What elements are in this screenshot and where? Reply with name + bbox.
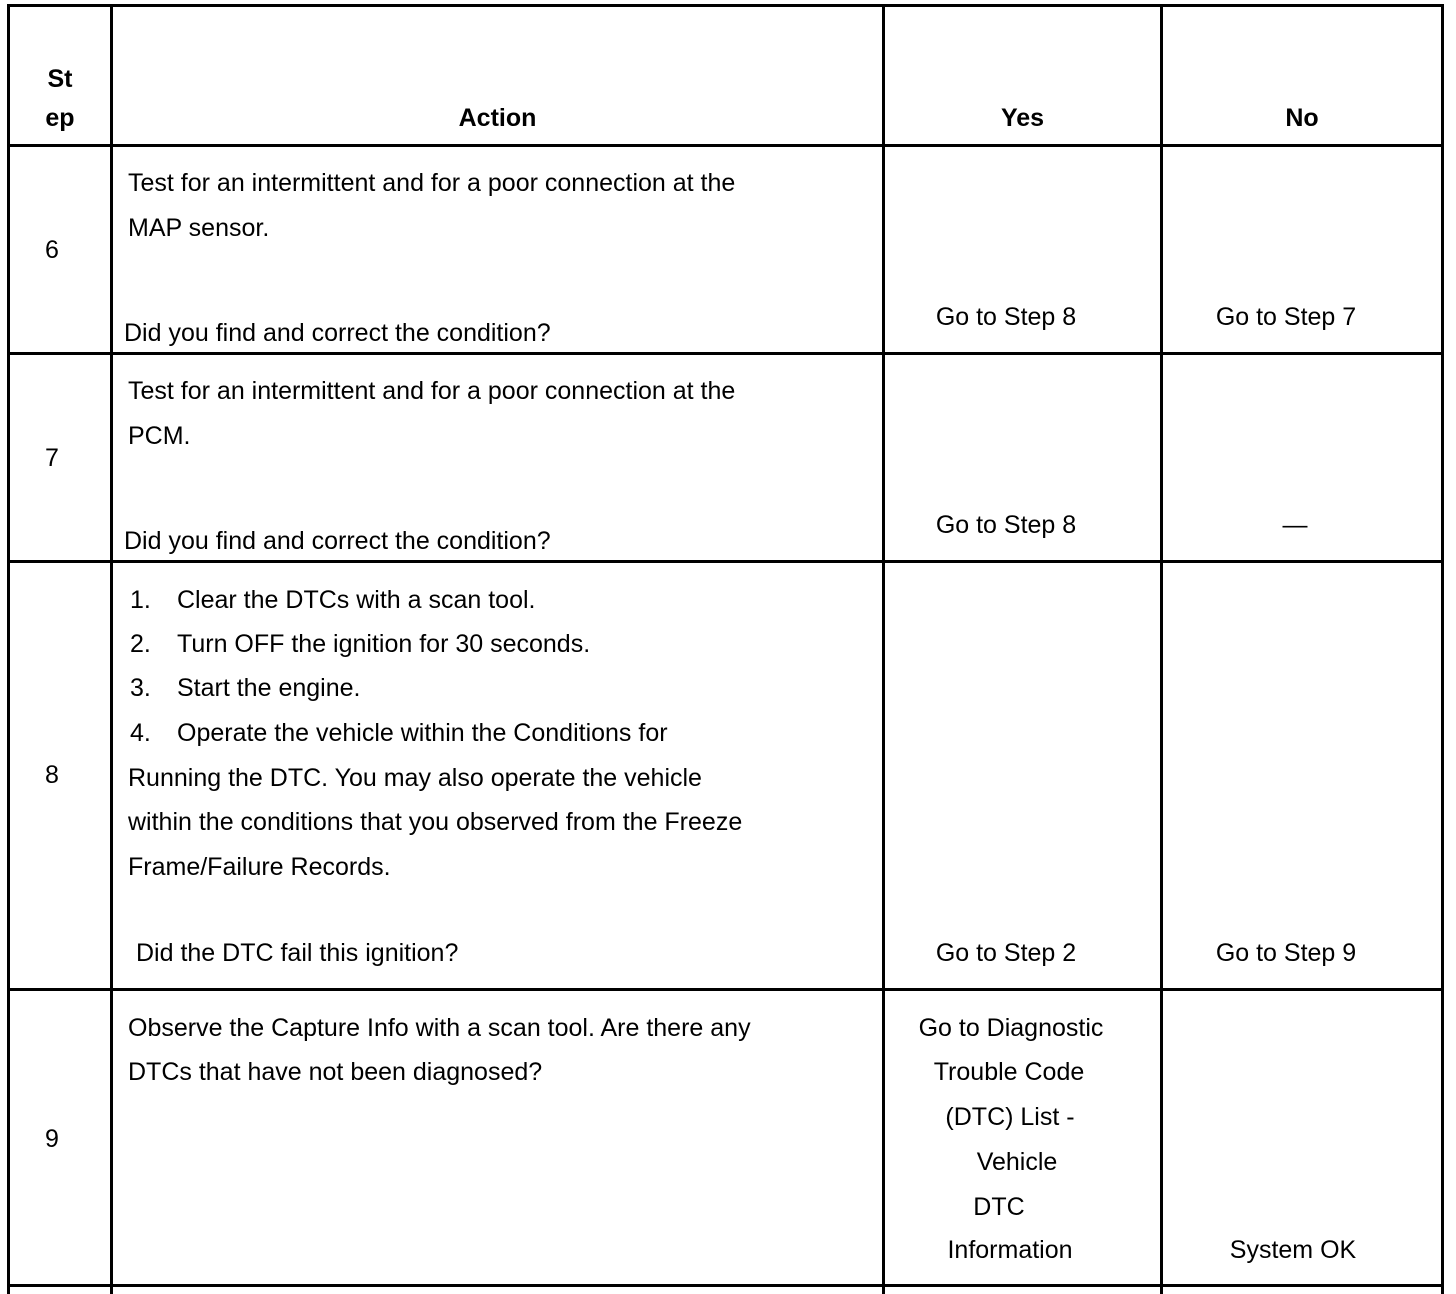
row6-no-result: Go to Step 7 bbox=[1215, 303, 1357, 331]
row8-item-4-number: 4. bbox=[130, 719, 151, 747]
row9-yes-line2: Trouble Code bbox=[933, 1058, 1085, 1086]
row8-item-2-text: Turn OFF the ignition for 30 seconds. bbox=[177, 630, 591, 658]
table-border-left bbox=[7, 4, 10, 1294]
row-divider-7 bbox=[7, 560, 1444, 563]
row8-continuation-line3: Frame/Failure Records. bbox=[128, 853, 391, 881]
row9-yes-line6: Information bbox=[947, 1236, 1073, 1264]
table-border-right bbox=[1441, 4, 1444, 1294]
row9-yes-line5: DTC bbox=[973, 1193, 1025, 1221]
row7-no-result: — bbox=[1282, 511, 1308, 539]
row7-action-line1: Test for an intermittent and for a poor connection at the bbox=[128, 377, 736, 405]
row-divider-header bbox=[7, 144, 1444, 147]
row6-action-line2: MAP sensor. bbox=[128, 214, 270, 242]
column-divider-yes-no bbox=[1160, 4, 1163, 1294]
column-divider-step-action bbox=[110, 4, 113, 1294]
row8-question: Did the DTC fail this ignition? bbox=[136, 939, 459, 967]
header-no: No bbox=[1285, 104, 1319, 132]
step-number-9: 9 bbox=[45, 1125, 59, 1153]
row8-item-3-number: 3. bbox=[130, 674, 151, 702]
row9-yes-line3: (DTC) List - bbox=[945, 1103, 1075, 1131]
row8-item-4-text: Operate the vehicle within the Conditions for bbox=[177, 719, 668, 747]
step-number-6: 6 bbox=[45, 236, 59, 264]
column-divider-action-yes bbox=[882, 4, 885, 1294]
row6-yes-result: Go to Step 8 bbox=[935, 303, 1077, 331]
row6-action-line1: Test for an intermittent and for a poor connection at the bbox=[128, 169, 736, 197]
row8-item-3-text: Start the engine. bbox=[177, 674, 361, 702]
header-step-line2: ep bbox=[45, 104, 75, 132]
row8-item-1-number: 1. bbox=[130, 586, 151, 614]
row8-no-result: Go to Step 9 bbox=[1215, 939, 1357, 967]
table-border-bottom bbox=[7, 1284, 1444, 1287]
row9-yes-line4: Vehicle bbox=[976, 1148, 1058, 1176]
header-action: Action bbox=[458, 104, 537, 132]
row9-action-line1: Observe the Capture Info with a scan tool. Are there any bbox=[128, 1014, 751, 1042]
row7-yes-result: Go to Step 8 bbox=[935, 511, 1077, 539]
header-yes: Yes bbox=[1000, 104, 1045, 132]
row8-item-2-number: 2. bbox=[130, 630, 151, 658]
row9-action-line2: DTCs that have not been diagnosed? bbox=[128, 1058, 543, 1086]
row8-item-1-text: Clear the DTCs with a scan tool. bbox=[177, 586, 536, 614]
row8-yes-result: Go to Step 2 bbox=[935, 939, 1077, 967]
row7-action-line2: PCM. bbox=[128, 422, 191, 450]
table-border-top bbox=[7, 4, 1444, 7]
row-divider-6 bbox=[7, 352, 1444, 355]
row9-yes-line1: Go to Diagnostic bbox=[918, 1014, 1104, 1042]
row8-continuation-line2: within the conditions that you observed from the Freeze bbox=[128, 808, 743, 836]
row7-question: Did you find and correct the condition? bbox=[124, 527, 551, 555]
step-number-7: 7 bbox=[45, 444, 59, 472]
header-step-line1: St bbox=[47, 65, 73, 93]
row-divider-8 bbox=[7, 988, 1444, 991]
row6-question: Did you find and correct the condition? bbox=[124, 319, 551, 347]
row9-no-result: System OK bbox=[1229, 1236, 1357, 1264]
step-number-8: 8 bbox=[45, 761, 59, 789]
row8-continuation-line1: Running the DTC. You may also operate the vehicle bbox=[128, 764, 702, 792]
